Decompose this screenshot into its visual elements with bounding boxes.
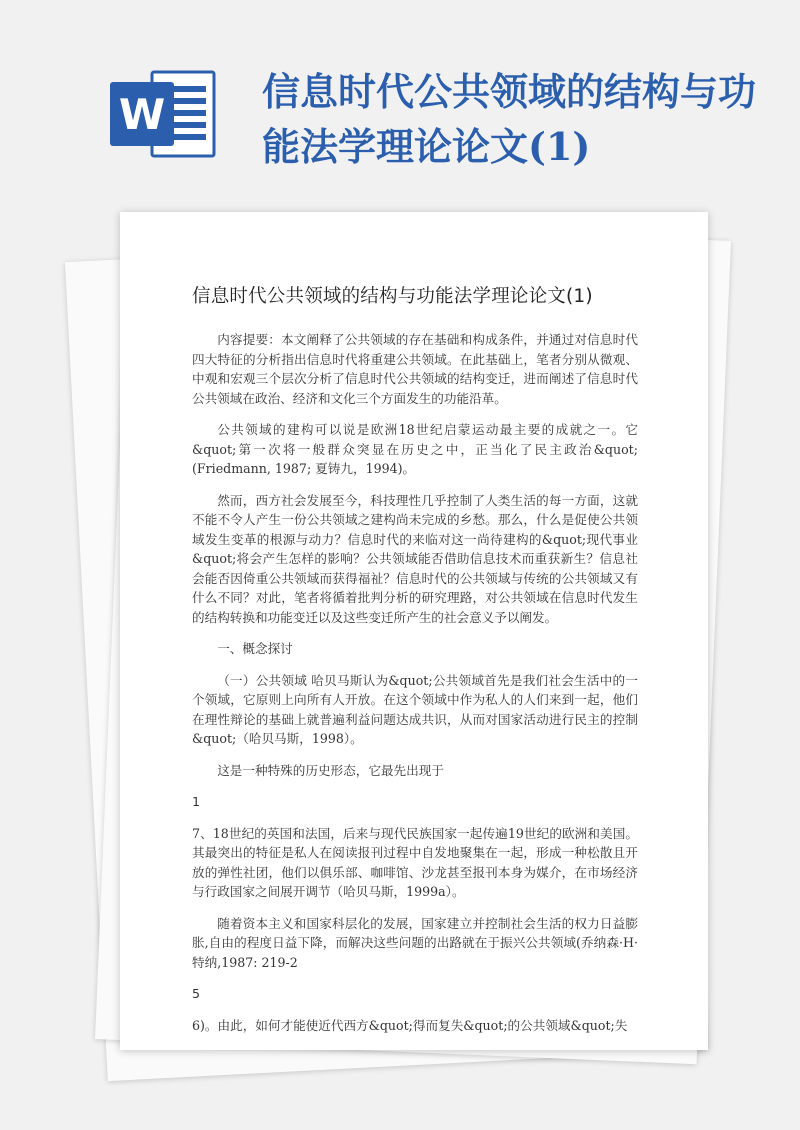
section-heading: 一、概念探讨 <box>217 641 293 656</box>
body-paragraph: 然而，西方社会发展至今，科技理性几乎控制了人类生活的每一方面，这就不能不令人产生一份公共领域之建构尚未完成的乡愁。那么，什么是促使公共领域发生变革的根源与动力？信息时代的来临对这一尚待建构的&quot;现代事业&quot;将会产生怎样的影响？公共领域能否借助信息技术而重获新生？信息社会能否因倚重公共领域而获得福祉？信息时代的公共领域与传统的公共领域又有什么不同？对此，笔者将循着批判分析的研究理路，对公共领域在信息时代发生的结构转换和功能变迁以及这些变迁所产生的社会意义予以阐发。 <box>192 492 638 625</box>
document-title: 信息时代公共领域的结构与功能法学理论论文(1) <box>262 69 757 169</box>
body-paragraph: 随着资本主义和国家科层化的发展，国家建立并控制社会生活的权力日益膨胀,自由的程度日益下降，而解决这些问题的出路就在于振兴公共领域(乔纳森·H·特纳,1987: 219-2 <box>192 915 638 970</box>
line-fragment: 5 <box>192 986 201 1001</box>
body-paragraph: （一）公共领域 哈贝马斯认为&quot;公共领域首先是我们社会生活中的一个领域，它原则上向所有人开放。在这个领域中作为私人的人们来到一起，他们在理性辩论的基础上就普遍利益问题达成共识，从而对国家活动进行民主的控制&quot;（哈贝马斯，1998）。 <box>192 672 638 746</box>
page-content <box>192 282 638 1047</box>
body-paragraph: 6)。由此，如何才能使近代西方&quot;得而复失&quot;的公共领域&quot;失 <box>192 1017 628 1033</box>
abstract-paragraph: 内容提要：本文阐释了公共领域的存在基础和构成条件，并通过对信息时代四大特征的分析指出信息时代将重建公共领域。在此基础上，笔者分别从微观、中观和宏观三个层次分析了信息时代公共领域的结构变迁，进而阐述了信息时代公共领域在政治、经济和文化三个方面发生的功能沿革。 <box>192 332 638 406</box>
word-icon-letter: W <box>118 90 166 139</box>
page-title: 信息时代公共领域的结构与功能法学理论论文(1) <box>192 286 593 307</box>
body-paragraph: 这是一种特殊的历史形态，它最先出现于 <box>217 762 444 778</box>
document-page <box>120 212 708 1050</box>
body-paragraph: 公共领域的建构可以说是欧洲18世纪启蒙运动最主要的成就之一。它&quot;第一次将一般群众突显在历史之中，正当化了民主政治&quot;(Friedmann, 1987; 夏铸九，1994)。 <box>192 422 638 476</box>
word-document-icon <box>108 66 220 162</box>
body-paragraph: 7、18世纪的英国和法国，后来与现代民族国家一起传遍19世纪的欧洲和美国。其最突出的特征是私人在阅读报刊过程中自发地聚集在一起，形成一种松散且开放的弹性社团，他们以俱乐部、咖啡馆、沙龙甚至报刊本身为媒介，在市场经济与行政国家之间展开调节（哈贝马斯，1999a）。 <box>192 825 638 899</box>
line-fragment: 1 <box>192 794 201 809</box>
